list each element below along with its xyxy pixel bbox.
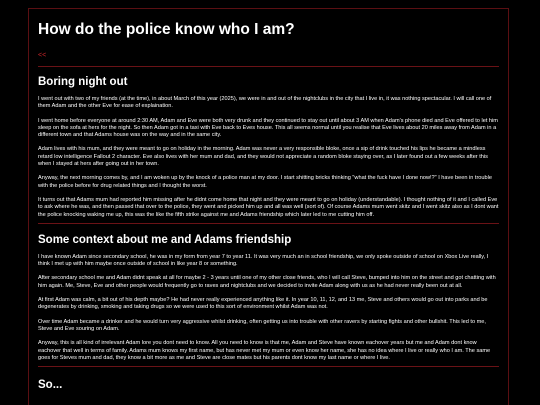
paragraph: At first Adam was calm, a bit out of his depth maybe? He had never really experienced anything like it. In year 10, 11, 12, and 13 me, Steve and others would go out into parks and be degenerates by drinking, smoking and taking drugs so we were used to this sort of environment whilst Adam was not. — [38, 297, 488, 311]
back-link[interactable]: << — [38, 52, 47, 59]
section-title-context: Some context about me and Adams friendship — [38, 233, 292, 246]
section-title-so: So... — [38, 379, 63, 392]
section-title-boring-night-out: Boring night out — [38, 76, 128, 88]
divider — [38, 223, 499, 224]
paragraph: Adam lives with his mum, and they were meant to go on holiday in the morning. Adam was never a very responsible bloke, once a sip of drink touched his lips he became a mindless retard low intelligence Fallout 2 character. Eve also lives with her mum and dad, and they would not appreciate a random bloke staying over, as I later found out a few weeks after this when I stayed at hers after going out in her town. — [38, 146, 488, 168]
content-frame — [28, 8, 509, 405]
paragraph: I went out with two of my friends (at the time), in about March of this year (2025), we were in and out of the nightclubs in the city that I live in, it was nothing spectacular. I will call one of them Adam and the other Eve for ease of explaination. — [38, 96, 492, 110]
paragraph: Over time Adam became a drinker and he would turn very aggressive whilst drinking, often getting us into trouble with other ravers by starting fights and other bullshit. This led to me, Steve and Eve souring on Adam. — [38, 318, 486, 332]
paragraph: I have known Adam since secondary school, he was in my form from year 7 to year 11. It was very much an in school friendship, we only spoke outside of school on Xbox Live really, I think I met up with him maybe once outside of school in like year 8 or something. — [38, 253, 489, 268]
paragraph: Anyway, the next morning comes by, and I am woken up by the knock of a police man at my door. I start shitting bricks thinking "what the fuck have I done now!?" I have been in trouble with the police before for drug related things and I thought the worst. — [38, 175, 492, 189]
paragraph: I went home before everyone at around 2:30 AM, Adam and Eve were both very drunk and they continued to stay out until about 3 AM when Adam's phone died and Eve offered to let him sleep on the sofa at hers for the night. So then Adam got in a taxi with Eve back to Eves house. This all seems normal until you realise that Eve lives about 20 miles away from Adam in a different town and that Adams house was on the way and in the same city. — [38, 117, 498, 139]
divider — [38, 366, 499, 367]
divider — [38, 66, 499, 67]
paragraph: It turns out that Adams mum had reported him missing after he didnt come home that night and they were meant to go on holiday (understandable). I thought nothing of it and I called Eve to ask where he was, and then passed that over to the police, they went and picked him up and all was well (sort of). Of course Adams mum went skitz and I went skitz also as I dont want the police knocking waking me up, this was the like the fifth strike against me and Adams friendship which later led to me cutting him off. — [38, 196, 499, 218]
paragraph: After secondary school me and Adam didnt speak at all for maybe 2 - 3 years until one of my other close friends, who I will call Steve, bumped into him on the street and got chatting with him again. Me, Steve, Eve and other people would frequently go to raves and nightclubs and we decided to invite Adam along with us as he had never really been out at all. — [38, 275, 496, 289]
page-title: How do the police know who I am? — [38, 21, 295, 38]
paragraph: Anyway, this is all kind of irrelevant Adam lore you dont need to know. All you need to know is that me, Adam and Steve have known eachover years but me and Adam dont know eachover that well in terms of family. Adams mum knows my first name, but has never met my mum or even know her name, she has no idea where I live or really who I am. The same goes for Steves mum and dad, they know a bit more as me and Steve are close mates but his parents dont know my last name or where I live. — [38, 340, 491, 361]
